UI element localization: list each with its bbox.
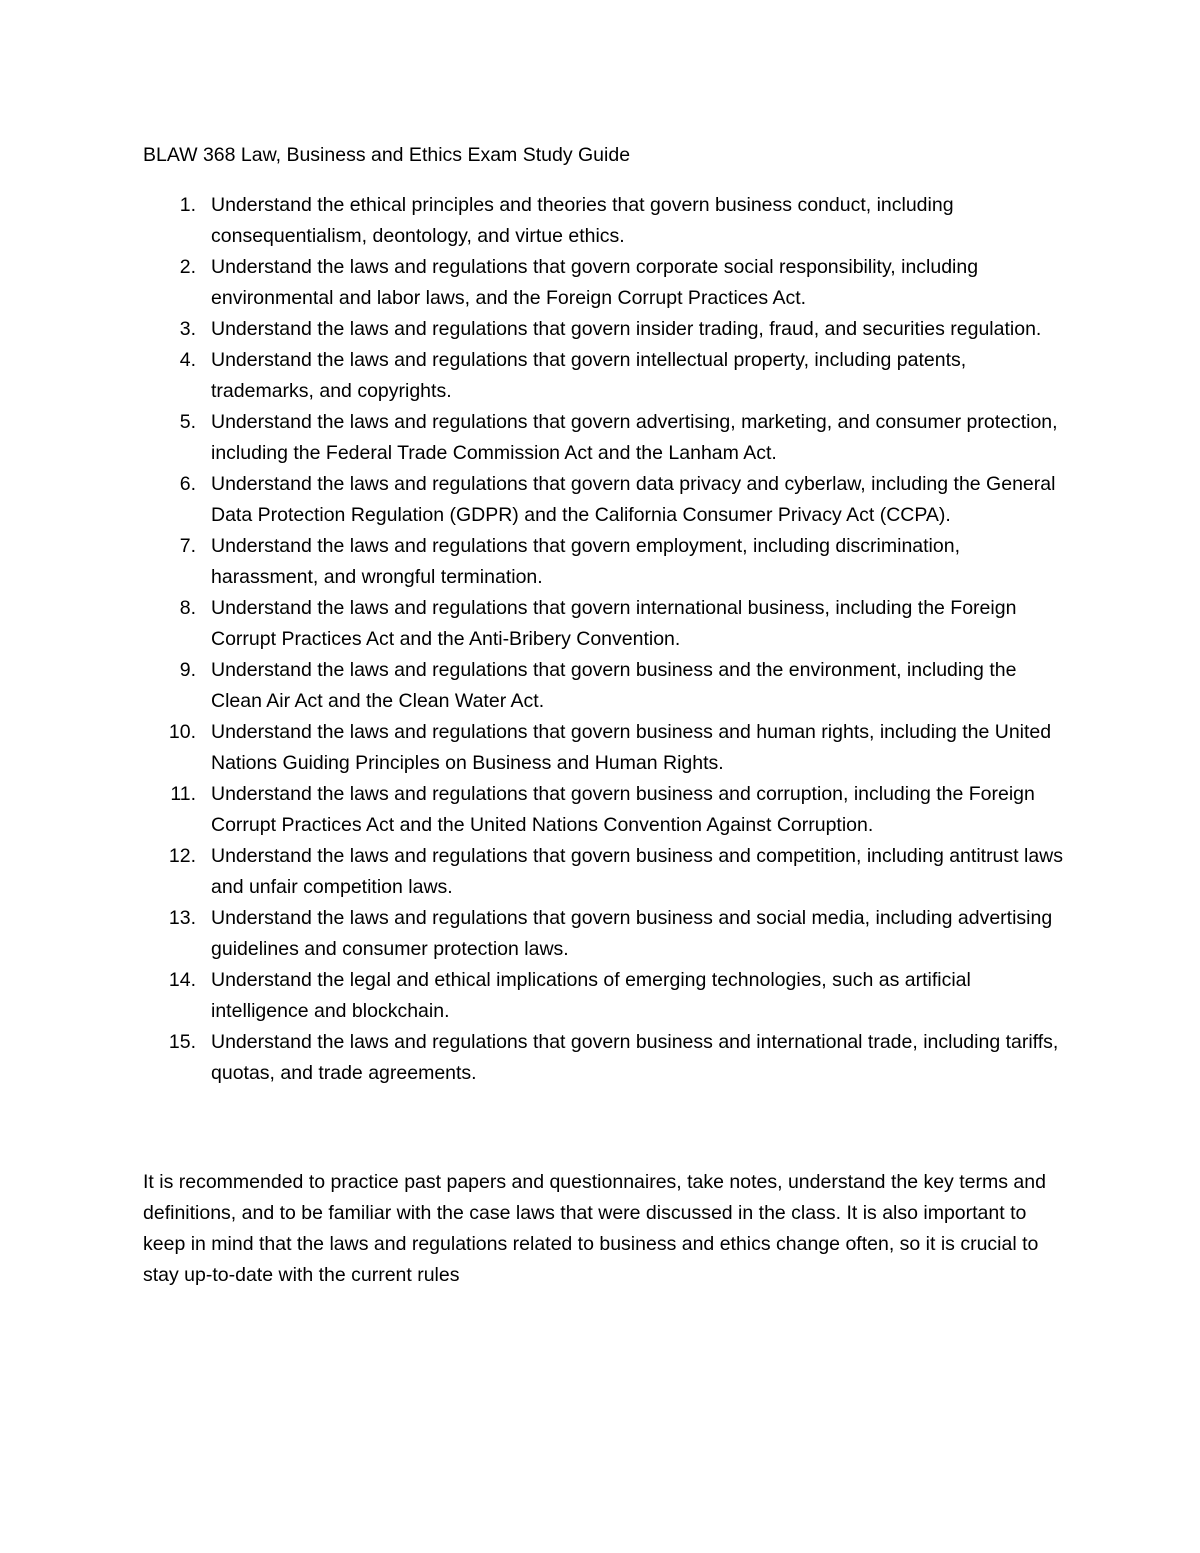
list-item-number: 6. xyxy=(179,473,196,495)
list-item-text: Understand the laws and regulations that govern business and corruption, including the Foreign Corrupt Practices Act and the United Nations Convention Against Corruption. xyxy=(211,783,1035,836)
list-item xyxy=(0,779,1066,841)
list-item-text: Understand the laws and regulations that govern insider trading, fraud, and securities regulation. xyxy=(211,318,1042,340)
list-item-number: 5. xyxy=(179,411,196,433)
list-item-number: 4. xyxy=(179,349,196,371)
list-item xyxy=(0,841,1066,903)
list-item-number: 14. xyxy=(168,969,196,991)
list-item-text: Understand the laws and regulations that govern business and the environment, including the Clean Air Act and the Clean Water Act. xyxy=(211,659,1017,712)
list-item-number: 13. xyxy=(168,907,196,929)
list-item xyxy=(0,655,1066,717)
list-item-text: Understand the laws and regulations that govern business and social media, including advertising guidelines and consumer protection laws. xyxy=(211,907,1053,960)
list-item-number: 2. xyxy=(179,256,196,278)
list-item-text: Understand the laws and regulations that govern data privacy and cyberlaw, including the General Data Protection Regulation (GDPR) and the California Consumer Privacy Act (CCPA). xyxy=(211,473,1056,526)
list-item-number: 7. xyxy=(179,535,196,557)
list-item xyxy=(0,965,1066,1027)
list-item xyxy=(0,1027,1066,1089)
list-item-number: 8. xyxy=(179,597,196,619)
list-item-text: Understand the laws and regulations that govern advertising, marketing, and consumer protection, including the Federal Trade Commission Act and the Lanham Act. xyxy=(211,411,1058,464)
list-item-text: Understand the laws and regulations that govern business and competition, including antitrust laws and unfair competition laws. xyxy=(211,845,1064,898)
list-item xyxy=(0,469,1066,531)
list-item-text: Understand the legal and ethical implications of emerging technologies, such as artificial intelligence and blockchain. xyxy=(211,969,971,1022)
list-item-number: 3. xyxy=(179,318,196,340)
list-item xyxy=(0,717,1066,779)
list-item-number: 11. xyxy=(170,783,196,805)
list-item xyxy=(0,407,1066,469)
list-item xyxy=(0,593,1066,655)
list-item-number: 10. xyxy=(168,721,196,743)
closing-paragraph: It is recommended to practice past papers and questionnaires, take notes, understand the key terms and definitions, and to be familiar with the case laws that were discussed in the class. It is also important to keep in mind that the laws and regulations related to business and ethics change often, so it is crucial to stay up-to-date with the current rules xyxy=(143,1171,1046,1286)
list-item xyxy=(0,252,1066,314)
list-item xyxy=(0,531,1066,593)
list-item-text: Understand the laws and regulations that govern intellectual property, including patents, trademarks, and copyrights. xyxy=(211,349,967,402)
list-item-text: Understand the laws and regulations that govern business and international trade, including tariffs, quotas, and trade agreements. xyxy=(211,1031,1059,1084)
list-item xyxy=(0,345,1066,407)
list-item-text: Understand the laws and regulations that govern corporate social responsibility, including environmental and labor laws, and the Foreign Corrupt Practices Act. xyxy=(211,256,979,309)
list-item-text: Understand the laws and regulations that govern international business, including the Foreign Corrupt Practices Act and the Anti-Bribery Convention. xyxy=(211,597,1017,650)
study-guide-list xyxy=(0,190,1200,1089)
list-item xyxy=(0,903,1066,965)
document-title: BLAW 368 Law, Business and Ethics Exam Study Guide xyxy=(143,144,631,166)
list-item xyxy=(0,314,1066,345)
list-item-text: Understand the laws and regulations that govern business and human rights, including the United Nations Guiding Principles on Business and Human Rights. xyxy=(211,721,1052,774)
list-item-number: 12. xyxy=(168,845,196,867)
list-item-number: 1. xyxy=(179,194,196,216)
list-item-number: 15. xyxy=(168,1031,196,1053)
list-item-text: Understand the ethical principles and theories that govern business conduct, including consequentialism, deontology, and virtue ethics. xyxy=(211,194,954,247)
list-item-text: Understand the laws and regulations that govern employment, including discrimination, harassment, and wrongful termination. xyxy=(211,535,960,588)
list-item-number: 9. xyxy=(179,659,196,681)
list-item xyxy=(0,190,1066,252)
